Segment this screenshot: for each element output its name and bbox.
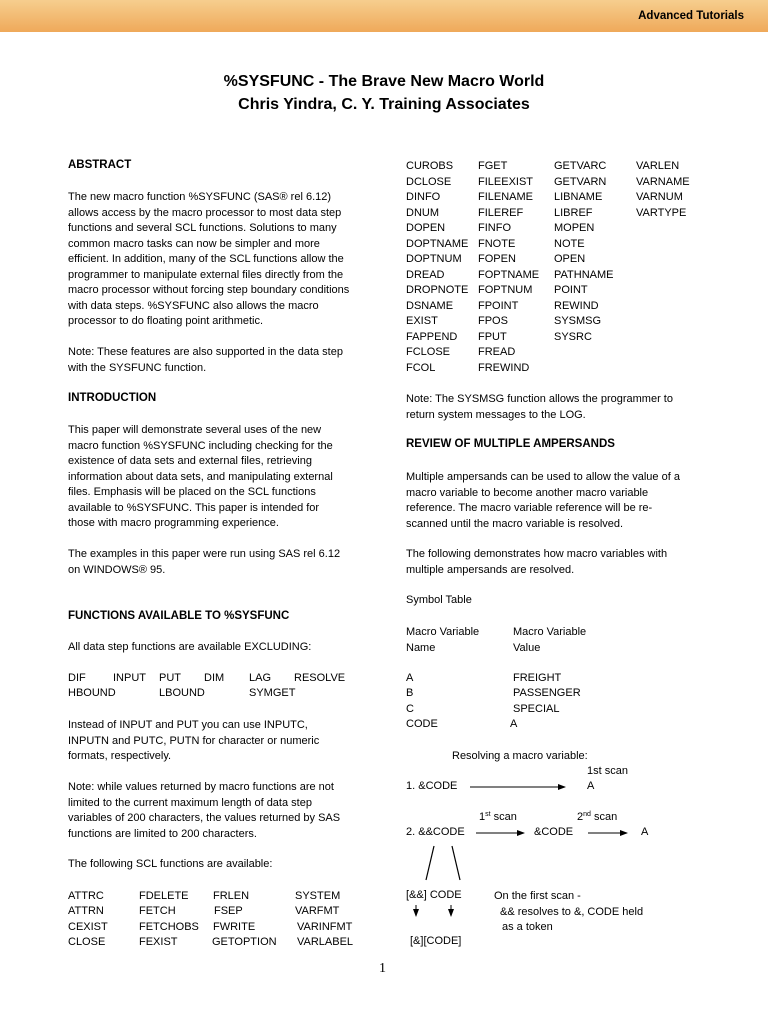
demo-text <box>406 547 667 578</box>
scl-function: CEXIST <box>68 921 108 933</box>
function-name: VARTYPE <box>636 206 687 219</box>
scan-number: 2 <box>577 811 584 823</box>
text-line: allows access by the macro processor to most data step <box>68 206 342 219</box>
text-line: processor to do floating point arithmetic. <box>68 315 264 327</box>
scan-ordinal: nd <box>583 811 591 818</box>
function-name: DOPTNAME <box>406 237 469 250</box>
column-header-value <box>513 625 586 656</box>
split-line-right <box>452 846 460 880</box>
step2-label: 2. &&CODE <box>406 826 465 838</box>
function-name: LIBNAME <box>554 191 603 203</box>
step2-result: A <box>641 826 649 838</box>
text-line: reference. The macro variable reference will be re- <box>406 502 653 514</box>
function-list-col4 <box>636 159 690 221</box>
excluded-function: SYMGET <box>249 687 296 699</box>
first-scan-label: 1st scan <box>587 765 628 777</box>
function-name: FPUT <box>478 330 507 343</box>
text-line: with the SYSFUNC function. <box>68 361 207 374</box>
text-line: On the first scan - <box>494 890 581 902</box>
function-list-col2 <box>478 159 539 376</box>
scl-function: FETCHOBS <box>139 921 199 933</box>
excluded-function: RESOLVE <box>294 672 346 684</box>
scan-word: scan <box>490 811 517 823</box>
function-name: OPEN <box>554 253 586 265</box>
text-line: Value <box>513 641 541 654</box>
review-heading: REVIEW OF MULTIPLE AMPERSANDS <box>406 438 615 450</box>
function-name: DOPTNUM <box>406 253 462 265</box>
function-name: FNOTE <box>478 237 516 250</box>
function-name: FOPEN <box>478 253 516 265</box>
function-name: FILEREF <box>478 206 524 219</box>
scan-ordinal: st <box>485 811 491 818</box>
text-line: files. Emphasis will be placed on the SCL functions <box>68 486 316 498</box>
symbol-value: A <box>510 718 518 730</box>
excluded-function: LBOUND <box>159 687 205 699</box>
text-line: available to %SYSFUNC. This paper is intended for <box>68 501 320 514</box>
function-name: PATHNAME <box>554 268 614 281</box>
abstract-text <box>68 190 349 330</box>
function-name: FREWIND <box>478 361 530 374</box>
function-name: VARNAME <box>636 175 690 188</box>
function-name: VARLEN <box>636 160 680 172</box>
function-name: FGET <box>478 160 508 172</box>
text-line: This paper will demonstrate several uses of the new <box>68 424 322 436</box>
excluded-function: DIF <box>68 672 86 684</box>
text-line: macro variable to become another macro variable <box>406 486 649 499</box>
text-line: Name <box>406 641 436 654</box>
text-line: scanned until the macro variable is resolved. <box>406 517 624 530</box>
text-line: existence of data sets and external files, retrieving <box>68 455 312 467</box>
scl-function: SYSTEM <box>295 890 341 902</box>
function-name: POINT <box>554 284 588 296</box>
header-label: Advanced Tutorials <box>638 10 744 22</box>
function-name: NOTE <box>554 237 585 250</box>
instead-text <box>68 718 319 765</box>
function-name: MOPEN <box>554 222 595 234</box>
function-list-col3 <box>554 159 614 345</box>
examples-text <box>68 547 340 578</box>
scl-function: GETOPTION <box>212 936 277 948</box>
function-name: LIBREF <box>554 206 593 219</box>
function-name: FCOL <box>406 361 436 374</box>
text-line: as a token <box>502 921 553 933</box>
function-name: FILEEXIST <box>478 175 534 188</box>
function-name: DNUM <box>406 206 439 219</box>
scl-function: ATTRC <box>68 890 104 902</box>
function-name: GETVARN <box>554 175 607 188</box>
excluded-function: HBOUND <box>68 687 116 699</box>
text-line: formats, respectively. <box>68 750 172 762</box>
symbol-name: CODE <box>406 718 438 730</box>
note-limits <box>68 780 340 842</box>
scl-function: ATTRN <box>68 905 104 917</box>
review-text <box>406 470 680 532</box>
text-line: those with macro programming experience. <box>68 517 279 529</box>
function-name: REWIND <box>554 299 599 312</box>
symbol-name: C <box>406 703 414 715</box>
functions-heading: FUNCTIONS AVAILABLE TO %SYSFUNC <box>68 610 290 622</box>
excluded-function: DIM <box>204 672 225 684</box>
text-line: Note: while values returned by macro functions are not <box>68 781 334 793</box>
text-line: Note: These features are also supported in the data step <box>68 346 343 358</box>
symbol-name: A <box>406 672 414 684</box>
bracket-code: [&&] CODE <box>406 889 462 901</box>
paper-title: %SYSFUNC - The Brave New Macro World <box>223 73 545 90</box>
text-line: with data steps. %SYSFUNC also allows the macro <box>68 299 319 312</box>
function-name: CUROBS <box>406 160 454 172</box>
text-line: The examples in this paper were run using SAS rel 6.12 <box>68 548 341 560</box>
text-line: The new macro function %SYSFUNC (SAS® rel 6.12) <box>68 191 332 203</box>
text-line: INPUTN and PUTC, PUTN for character or numeric <box>68 734 320 747</box>
page-number: 1 <box>379 961 386 976</box>
text-line: macro function %SYSFUNC including checking for the <box>68 439 333 452</box>
text-line: functions and several SCL functions. Solutions to many <box>68 222 337 234</box>
introduction-text <box>68 423 333 532</box>
introduction-heading: INTRODUCTION <box>68 392 157 404</box>
excluding-text: All data step functions are available EXCLUDING: <box>68 641 312 653</box>
function-name: FPOS <box>478 315 508 327</box>
bracket-result: [&][CODE] <box>410 935 462 947</box>
excluded-function: LAG <box>249 672 272 684</box>
text-line: Macro Variable <box>513 626 587 638</box>
symbol-value: FREIGHT <box>513 672 562 684</box>
function-name: FOPTNUM <box>478 284 533 296</box>
scl-function: FETCH <box>139 905 176 917</box>
text-line: information about data sets, and manipulating external <box>68 470 333 483</box>
first-scan-explanation <box>494 889 643 936</box>
abstract-heading: ABSTRACT <box>68 159 132 171</box>
function-name: DROPNOTE <box>406 284 469 296</box>
symbol-value: PASSENGER <box>513 687 581 699</box>
scl-function: FEXIST <box>139 936 178 948</box>
scl-function: VARINFMT <box>297 921 353 933</box>
step1-result: A <box>587 780 595 792</box>
text-line: Macro Variable <box>406 626 480 638</box>
text-line: common macro tasks can now be simpler and more <box>68 237 320 250</box>
text-line: Instead of INPUT and PUT you can use INPUTC, <box>68 719 308 731</box>
text-line: && resolves to &, CODE held <box>500 905 644 918</box>
scl-function: FDELETE <box>139 890 189 902</box>
function-name: FINFO <box>478 222 511 234</box>
symbol-table-label: Symbol Table <box>406 594 472 606</box>
paper-authors: Chris Yindra, C. Y. Training Associates <box>238 96 530 113</box>
function-name: DINFO <box>406 191 441 203</box>
note-data-step <box>68 345 343 376</box>
step2-intermediate: &CODE <box>534 826 574 838</box>
function-name: EXIST <box>406 315 438 327</box>
symbol-name: B <box>406 687 414 699</box>
text-line: functions are limited to 200 characters. <box>68 827 257 840</box>
text-line: programmer to manipulate external files directly from the <box>68 268 344 281</box>
function-name: DSNAME <box>406 299 454 312</box>
function-name: FAPPEND <box>406 330 458 343</box>
function-name: FOPTNAME <box>478 268 540 281</box>
step2-second-scan-label <box>577 811 617 823</box>
text-line: limited to the current maximum length of data step <box>68 796 312 809</box>
text-line: Multiple ampersands can be used to allow the value of a <box>406 471 680 483</box>
function-name: FCLOSE <box>406 346 451 358</box>
resolving-label: Resolving a macro variable: <box>452 750 588 762</box>
function-name: SYSRC <box>554 330 592 343</box>
text-line: efficient. In addition, many of the SCL functions allow the <box>68 253 344 265</box>
function-name: FPOINT <box>478 299 519 312</box>
function-name: VARNUM <box>636 191 683 203</box>
symbol-value: SPECIAL <box>513 703 560 715</box>
function-name: GETVARC <box>554 160 607 172</box>
text-line: multiple ampersands are resolved. <box>406 563 575 576</box>
scl-function: VARFMT <box>295 905 340 917</box>
scl-function: VARLABEL <box>297 936 354 948</box>
function-name: SYSMSG <box>554 315 602 327</box>
scl-function: CLOSE <box>68 936 106 948</box>
step2-first-scan-label <box>479 811 517 823</box>
scan-word: scan <box>590 811 618 823</box>
scl-function: FWRITE <box>213 921 256 933</box>
excluded-function: PUT <box>159 672 181 684</box>
split-line-left <box>426 846 434 880</box>
function-name: DREAD <box>406 268 445 281</box>
text-line: return system messages to the LOG. <box>406 408 586 421</box>
text-line: on WINDOWS® 95. <box>68 563 166 576</box>
text-line: The following demonstrates how macro variables with <box>406 548 668 560</box>
scan-number: 1 <box>479 811 486 823</box>
function-name: FILENAME <box>478 191 534 203</box>
scl-function: FSEP <box>214 905 243 917</box>
note-sysmsg <box>406 392 673 423</box>
function-name: FREAD <box>478 346 516 358</box>
scl-intro: The following SCL functions are available: <box>68 858 273 870</box>
excluded-function: INPUT <box>113 672 146 684</box>
function-name: DCLOSE <box>406 175 452 188</box>
text-line: Note: The SYSMSG function allows the programmer to <box>406 393 673 405</box>
scl-function: FRLEN <box>213 890 250 902</box>
text-line: macro processor without forcing step boundary conditions <box>68 284 350 296</box>
function-list-col1 <box>406 159 468 376</box>
function-name: DOPEN <box>406 222 446 234</box>
text-line: variables of 200 characters, the values returned by SAS <box>68 812 341 824</box>
column-header-name <box>406 625 479 656</box>
step1-label: 1. &CODE <box>406 780 458 792</box>
